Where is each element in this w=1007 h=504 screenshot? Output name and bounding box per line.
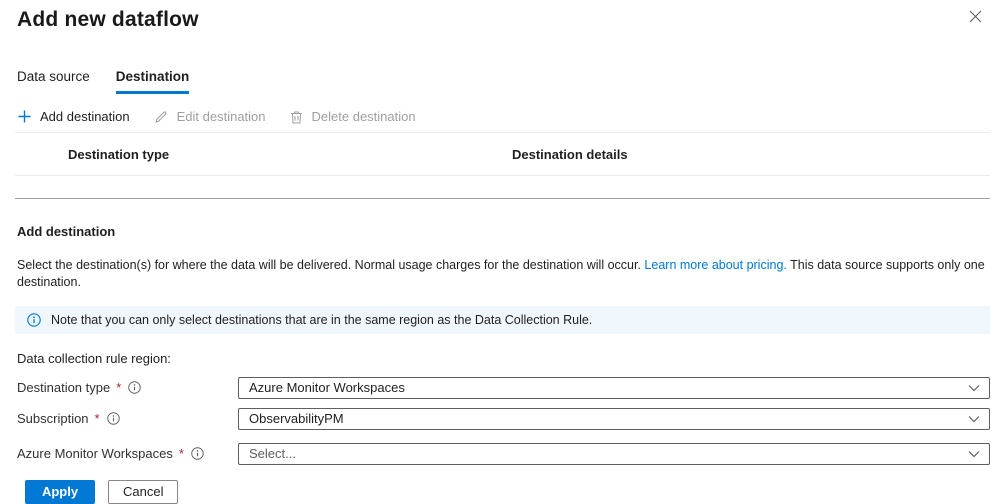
info-banner-text: Note that you can only select destinations that are in the same region as the Data Collection Rule. <box>51 312 593 327</box>
azure-monitor-workspaces-label: Azure Monitor Workspaces * <box>17 446 238 461</box>
edit-destination-label: Edit destination <box>176 109 266 124</box>
destination-type-select[interactable] <box>238 377 990 399</box>
delete-destination-label: Delete destination <box>311 109 416 124</box>
footer-actions <box>25 480 1007 504</box>
required-asterisk: * <box>116 380 122 396</box>
required-asterisk: * <box>94 411 100 427</box>
chevron-down-icon <box>968 446 980 461</box>
destination-type-label: Destination type * <box>17 380 238 395</box>
form-row-azure-monitor-workspaces <box>0 443 1007 465</box>
table-empty-body <box>15 176 990 199</box>
tab-bar <box>0 69 1007 94</box>
description-text-after-link: This data source supports only one destination. <box>17 258 985 289</box>
description-text-before-link: Select the destination(s) for where the data will be delivered. Normal usage charges for the destination will occur. <box>17 258 645 272</box>
destination-type-value: Azure Monitor Workspaces <box>249 380 405 396</box>
chevron-down-icon <box>968 411 980 426</box>
table-header-row <box>15 133 990 176</box>
azure-monitor-workspaces-info-icon[interactable] <box>191 447 204 460</box>
pricing-link[interactable]: Learn more about pricing. <box>644 258 787 272</box>
form-row-destination-type <box>0 377 1007 399</box>
add-destination-label: Add destination <box>40 109 130 124</box>
azure-monitor-workspaces-value: Select... <box>249 446 296 462</box>
close-icon <box>969 10 982 26</box>
tab-data-source[interactable]: Data source <box>17 69 90 84</box>
section-description <box>17 257 990 291</box>
apply-button[interactable]: Apply <box>25 480 95 504</box>
section-heading: Add destination <box>17 224 116 239</box>
subscription-info-icon[interactable] <box>107 412 120 425</box>
trash-icon <box>290 110 303 124</box>
destination-form <box>0 377 1007 465</box>
cancel-button[interactable]: Cancel <box>108 480 178 504</box>
subscription-label: Subscription * <box>17 411 238 426</box>
page-title: Add new dataflow <box>17 8 199 31</box>
info-banner <box>15 306 990 334</box>
tab-destination[interactable]: Destination <box>116 69 190 94</box>
edit-destination-button[interactable] <box>154 109 266 124</box>
close-button[interactable] <box>964 7 986 29</box>
subscription-value: ObservabilityPM <box>249 411 344 427</box>
chevron-down-icon <box>968 380 980 395</box>
destination-type-info-icon[interactable] <box>128 381 141 394</box>
azure-monitor-workspaces-select[interactable] <box>238 443 990 465</box>
plus-icon <box>18 110 31 123</box>
subscription-select[interactable] <box>238 408 990 430</box>
info-icon <box>27 313 41 327</box>
column-header-destination-type: Destination type <box>68 146 170 162</box>
form-row-subscription <box>0 408 1007 430</box>
command-bar <box>0 101 1007 132</box>
add-destination-button[interactable] <box>18 109 130 124</box>
data-collection-rule-region-label: Data collection rule region: <box>17 350 171 366</box>
required-asterisk: * <box>178 446 184 462</box>
column-header-destination-details: Destination details <box>512 146 628 162</box>
pencil-icon <box>154 110 168 124</box>
delete-destination-button[interactable] <box>290 109 416 124</box>
